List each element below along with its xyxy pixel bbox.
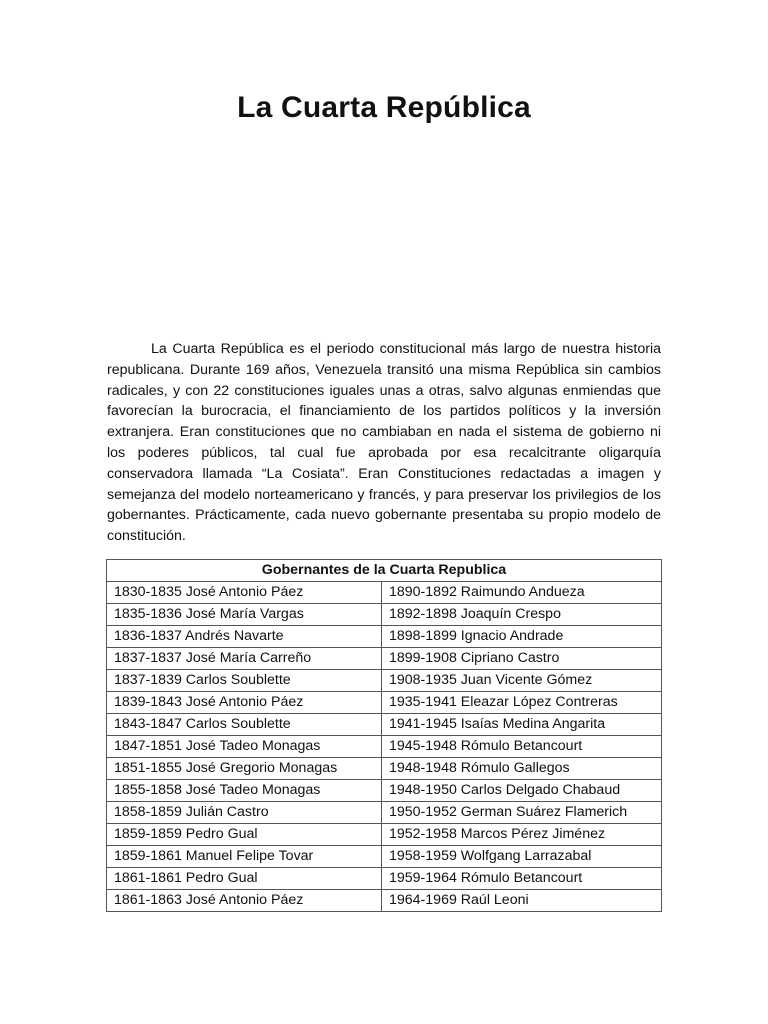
table-cell: 1851-1855 José Gregorio Monagas — [107, 758, 382, 780]
table-cell: 1859-1859 Pedro Gual — [107, 824, 382, 846]
table-row — [107, 692, 662, 714]
rulers-table — [106, 559, 662, 912]
table-row — [107, 868, 662, 890]
table-cell: 1858-1859 Julián Castro — [107, 802, 382, 824]
table-cell: 1892-1898 Joaquín Crespo — [382, 604, 662, 626]
intro-paragraph: La Cuarta República es el periodo constitucional más largo de nuestra historia republicana. Durante 169 años, Venezuela transitó una misma República sin cambios radicales, y con 22 constituciones iguales unas a otras, salvo algunas enmiendas que favorecían la burocracia, el financiamiento de los partidos políticos y la inversión extranjera. Eran constituciones que no cambiaban en nada el sistema de gobierno ni los poderes públicos, tal cual fue aprobada por esa recalcitrante oligarquía conservadora llamada “La Cosiata”. Eran Constituciones redactadas a imagen y semejanza del modelo norteamericano y francés, y para preservar los privilegios de los gobernantes. Prácticamente, cada nuevo gobernante presentaba su propio modelo de constitución. — [107, 341, 661, 545]
table-cell: 1948-1948 Rómulo Gallegos — [382, 758, 662, 780]
table-row — [107, 758, 662, 780]
table-row — [107, 846, 662, 868]
table-cell: 1952-1958 Marcos Pérez Jiménez — [382, 824, 662, 846]
table-cell: 1959-1964 Rómulo Betancourt — [382, 868, 662, 890]
table-cell: 1843-1847 Carlos Soublette — [107, 714, 382, 736]
table-cell: 1890-1892 Raimundo Andueza — [382, 582, 662, 604]
table-cell: 1839-1843 José Antonio Páez — [107, 692, 382, 714]
table-cell: 1948-1950 Carlos Delgado Chabaud — [382, 780, 662, 802]
table-cell: 1964-1969 Raúl Leoni — [382, 890, 662, 912]
table-cell: 1908-1935 Juan Vicente Gómez — [382, 670, 662, 692]
table-cell: 1847-1851 José Tadeo Monagas — [107, 736, 382, 758]
table-row — [107, 670, 662, 692]
table-cell: 1899-1908 Cipriano Castro — [382, 648, 662, 670]
table-row — [107, 582, 662, 604]
table-row — [107, 604, 662, 626]
table-cell: 1950-1952 German Suárez Flamerich — [382, 802, 662, 824]
table-row — [107, 714, 662, 736]
table-row — [107, 890, 662, 912]
document-title: La Cuarta República — [237, 91, 531, 124]
table-row — [107, 626, 662, 648]
table-cell: 1837-1837 José María Carreño — [107, 648, 382, 670]
table-cell: 1855-1858 José Tadeo Monagas — [107, 780, 382, 802]
table-cell: 1945-1948 Rómulo Betancourt — [382, 736, 662, 758]
table-cell: 1835-1836 José María Vargas — [107, 604, 382, 626]
table-cell: 1861-1861 Pedro Gual — [107, 868, 382, 890]
table-header: Gobernantes de la Cuarta Republica — [107, 560, 662, 582]
table-row — [107, 824, 662, 846]
table-cell: 1941-1945 Isaías Medina Angarita — [382, 714, 662, 736]
table-cell: 1935-1941 Eleazar López Contreras — [382, 692, 662, 714]
table-cell: 1836-1837 Andrés Navarte — [107, 626, 382, 648]
table-cell: 1859-1861 Manuel Felipe Tovar — [107, 846, 382, 868]
table-row — [107, 802, 662, 824]
table-row — [107, 780, 662, 802]
table-cell: 1958-1959 Wolfgang Larrazabal — [382, 846, 662, 868]
table-row — [107, 648, 662, 670]
table-cell: 1898-1899 Ignacio Andrade — [382, 626, 662, 648]
table-header-row — [107, 560, 662, 582]
table-cell: 1830-1835 José Antonio Páez — [107, 582, 382, 604]
table-cell: 1837-1839 Carlos Soublette — [107, 670, 382, 692]
table-cell: 1861-1863 José Antonio Páez — [107, 890, 382, 912]
table-row — [107, 736, 662, 758]
